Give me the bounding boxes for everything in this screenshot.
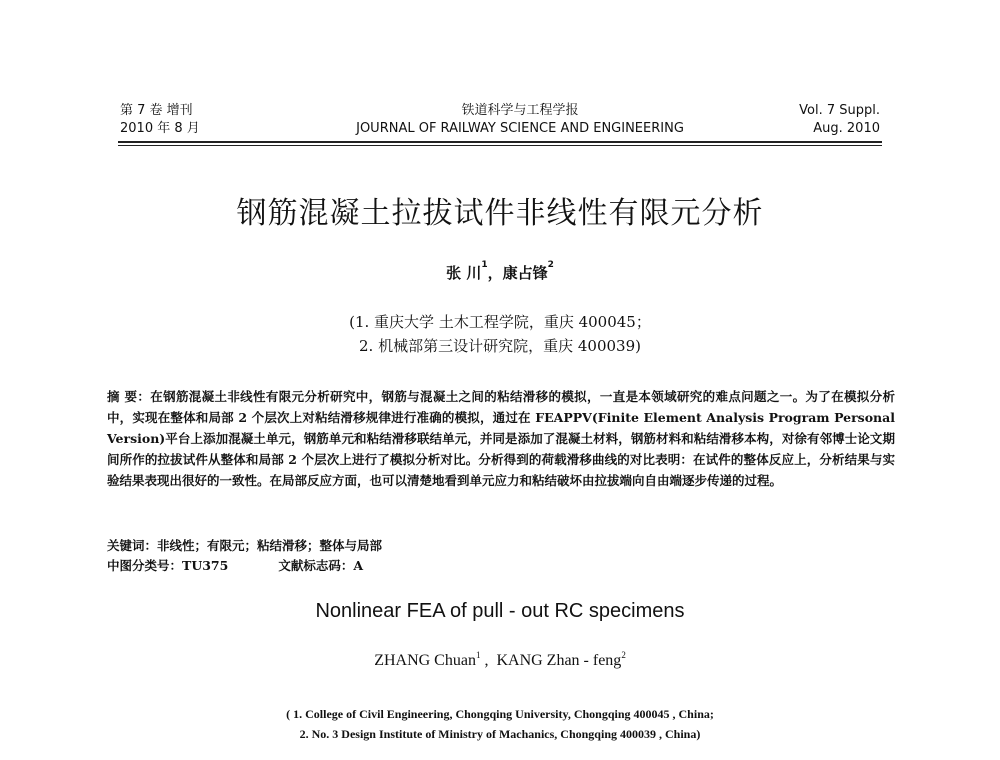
affiliations-en [0, 704, 1000, 744]
header-rule-thick [118, 141, 882, 143]
journal-name-cn: 铁道科学与工程学报 [461, 103, 579, 118]
classification-row [107, 556, 895, 574]
keywords-label: 关键词： [107, 538, 158, 553]
volume-cn: 第 7 卷 增刊 [120, 103, 193, 118]
header-center [300, 102, 740, 138]
affiliation-cn-1: (1. 重庆大学 土木工程学院，重庆 400045； [349, 313, 651, 331]
author-1-en: ZHANG Chuan [374, 652, 476, 669]
journal-name-en: JOURNAL OF RAILWAY SCIENCE AND ENGINEERING [356, 121, 684, 136]
author-separator-en: , [480, 652, 497, 669]
keywords [107, 536, 895, 554]
author-2-cn-sup: 2 [547, 260, 554, 270]
affiliation-en-1: ( 1. College of Civil Engineering, Chongqing University, Chongqing 400045 , China; [286, 707, 714, 721]
doc-code-label: 文献标志码： [278, 558, 354, 573]
author-1-cn-sup: 1 [481, 260, 488, 270]
affiliation-en-2: 2. No. 3 Design Institute of Ministry of Machanics, Chongqing 400039 , China) [299, 727, 701, 741]
clc-value: TU375 [182, 558, 229, 573]
abstract [107, 386, 895, 491]
clc-label: 中图分类号： [107, 558, 183, 573]
authors-en [0, 652, 1000, 670]
paper-title-en: Nonlinear FEA of pull - out RC specimens [315, 600, 685, 622]
abstract-label: 摘 要： [107, 389, 151, 404]
keywords-text: 非线性；有限元；粘结滑移；整体与局部 [157, 538, 383, 553]
header-right [770, 102, 880, 138]
affiliations-cn [0, 310, 1000, 358]
author-1-en-sup: 1 [475, 650, 481, 660]
authors-cn [0, 262, 1000, 283]
date-en: Aug. 2010 [813, 121, 880, 136]
author-2-cn: 康占锋 [502, 264, 548, 282]
author-1-cn: 张 川 [446, 264, 482, 282]
author-2-en: KANG Zhan - feng [496, 652, 622, 669]
affiliation-cn-2: 2. 机械部第三设计研究院，重庆 400039) [359, 337, 641, 355]
header-rule-thin [118, 145, 882, 146]
volume-en: Vol. 7 Suppl. [799, 103, 880, 118]
author-separator-cn: ， [487, 264, 503, 282]
date-cn: 2010 年 8 月 [120, 121, 200, 136]
header-left [120, 102, 200, 138]
author-2-en-sup: 2 [621, 650, 626, 660]
paper-title-cn: 钢筋混凝土拉拔试件非线性有限元分析 [236, 196, 764, 231]
abstract-text: 在钢筋混凝土非线性有限元分析研究中，钢筋与混凝土之间的粘结滑移的模拟，一直是本领域研究的难点问题之一。为了在模拟分析中，实现在整体和局部 2 个层次上对粘结滑移规律进行准确的模拟，通过在 FEAPPV(Finite Element Analysis Program Personal Version)平台上添加混凝土单元，钢筋单元和粘结滑移联结单元，并同是添加了混凝土材料，钢筋材料和粘结滑移本构，对徐有邻博士论文期间所作的拉拔试件从整体和局部 2 个层次上进行了模拟分析对比。分析得到的荷载滑移曲线的对比表明：在试件的整体反应上，分析结果与实验结果表现出很好的一致性。在局部反应方面，也可以清楚地看到单元应力和粘结破坏由拉拔端向自由端逐步传递的过程。 [107, 389, 895, 488]
doc-code-value: A [353, 558, 364, 573]
